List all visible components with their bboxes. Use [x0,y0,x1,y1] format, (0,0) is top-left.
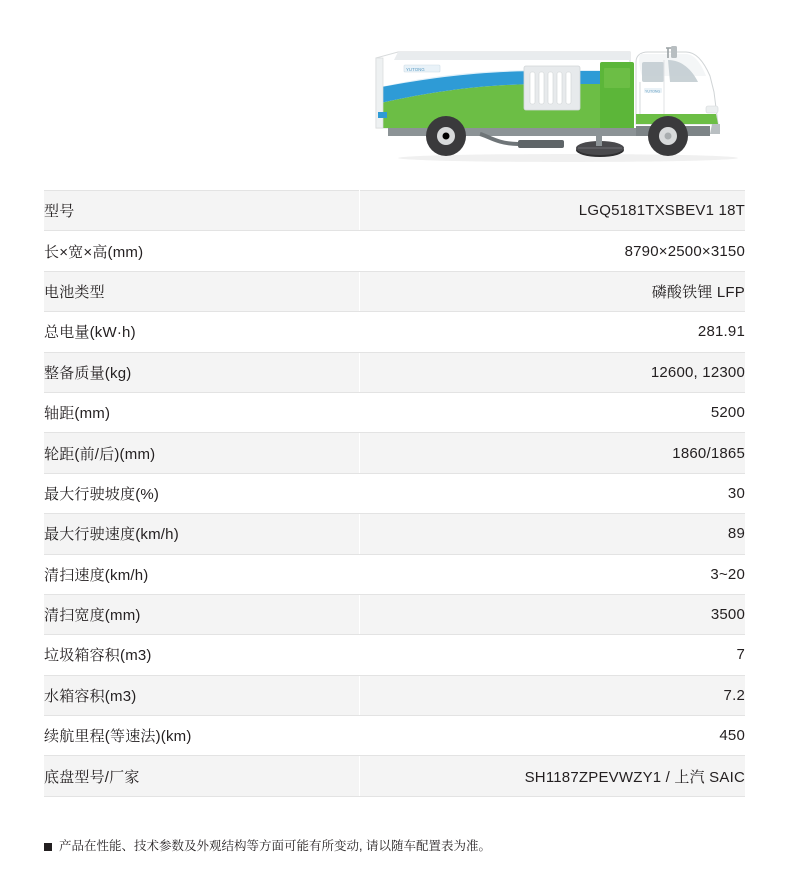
spec-value: 30 [360,473,746,513]
spec-label: 型号 [44,191,360,231]
svg-text:YUTONG: YUTONG [406,67,425,72]
spec-label: 清扫速度(km/h) [44,554,360,594]
spec-label: 轮距(前/后)(mm) [44,433,360,473]
spec-label: 垃圾箱容积(m3) [44,635,360,675]
table-row [44,635,745,675]
spec-label: 最大行驶速度(km/h) [44,514,360,554]
spec-value: 89 [360,514,746,554]
table-row [44,271,745,311]
svg-text:YUTONG: YUTONG [645,89,661,94]
table-row [44,191,745,231]
table-row [44,675,745,715]
sweeper-truck-illustration [368,18,756,168]
spec-label: 水箱容积(m3) [44,675,360,715]
spec-value: 5200 [360,392,746,432]
table-row [44,554,745,594]
table-row [44,716,745,756]
spec-value: 450 [360,716,746,756]
spec-label: 续航里程(等速法)(km) [44,716,360,756]
spec-label: 清扫宽度(mm) [44,594,360,634]
footnote [44,838,744,856]
specification-table [44,190,745,797]
spec-value: SH1187ZPEVWZY1 / 上汽 SAIC [360,756,746,796]
table-row [44,594,745,634]
spec-label: 整备质量(kg) [44,352,360,392]
spec-label: 底盘型号/厂家 [44,756,360,796]
spec-label: 最大行驶坡度(%) [44,473,360,513]
footnote-text: 产品在性能、技术参数及外观结构等方面可能有所变动, 请以随车配置表为准。 [59,839,491,853]
spec-label: 长×宽×高(mm) [44,231,360,271]
table-row [44,231,745,271]
table-row [44,756,745,796]
spec-label: 电池类型 [44,271,360,311]
spec-value: 7 [360,635,746,675]
table-row [44,514,745,554]
spec-value: 7.2 [360,675,746,715]
table-row [44,433,745,473]
square-bullet-icon [44,843,52,851]
table-row [44,392,745,432]
product-hero [0,0,787,182]
spec-label: 轴距(mm) [44,392,360,432]
specification-table-body [44,191,745,797]
spec-value: 281.91 [360,312,746,352]
spec-value: 3~20 [360,554,746,594]
spec-value: LGQ5181TXSBEV1 18T [360,191,746,231]
spec-value: 12600, 12300 [360,352,746,392]
table-row [44,312,745,352]
spec-value: 磷酸铁锂 LFP [360,271,746,311]
table-row [44,473,745,513]
table-row [44,352,745,392]
spec-label: 总电量(kW·h) [44,312,360,352]
spec-value: 8790×2500×3150 [360,231,746,271]
spec-value: 1860/1865 [360,433,746,473]
spec-value: 3500 [360,594,746,634]
